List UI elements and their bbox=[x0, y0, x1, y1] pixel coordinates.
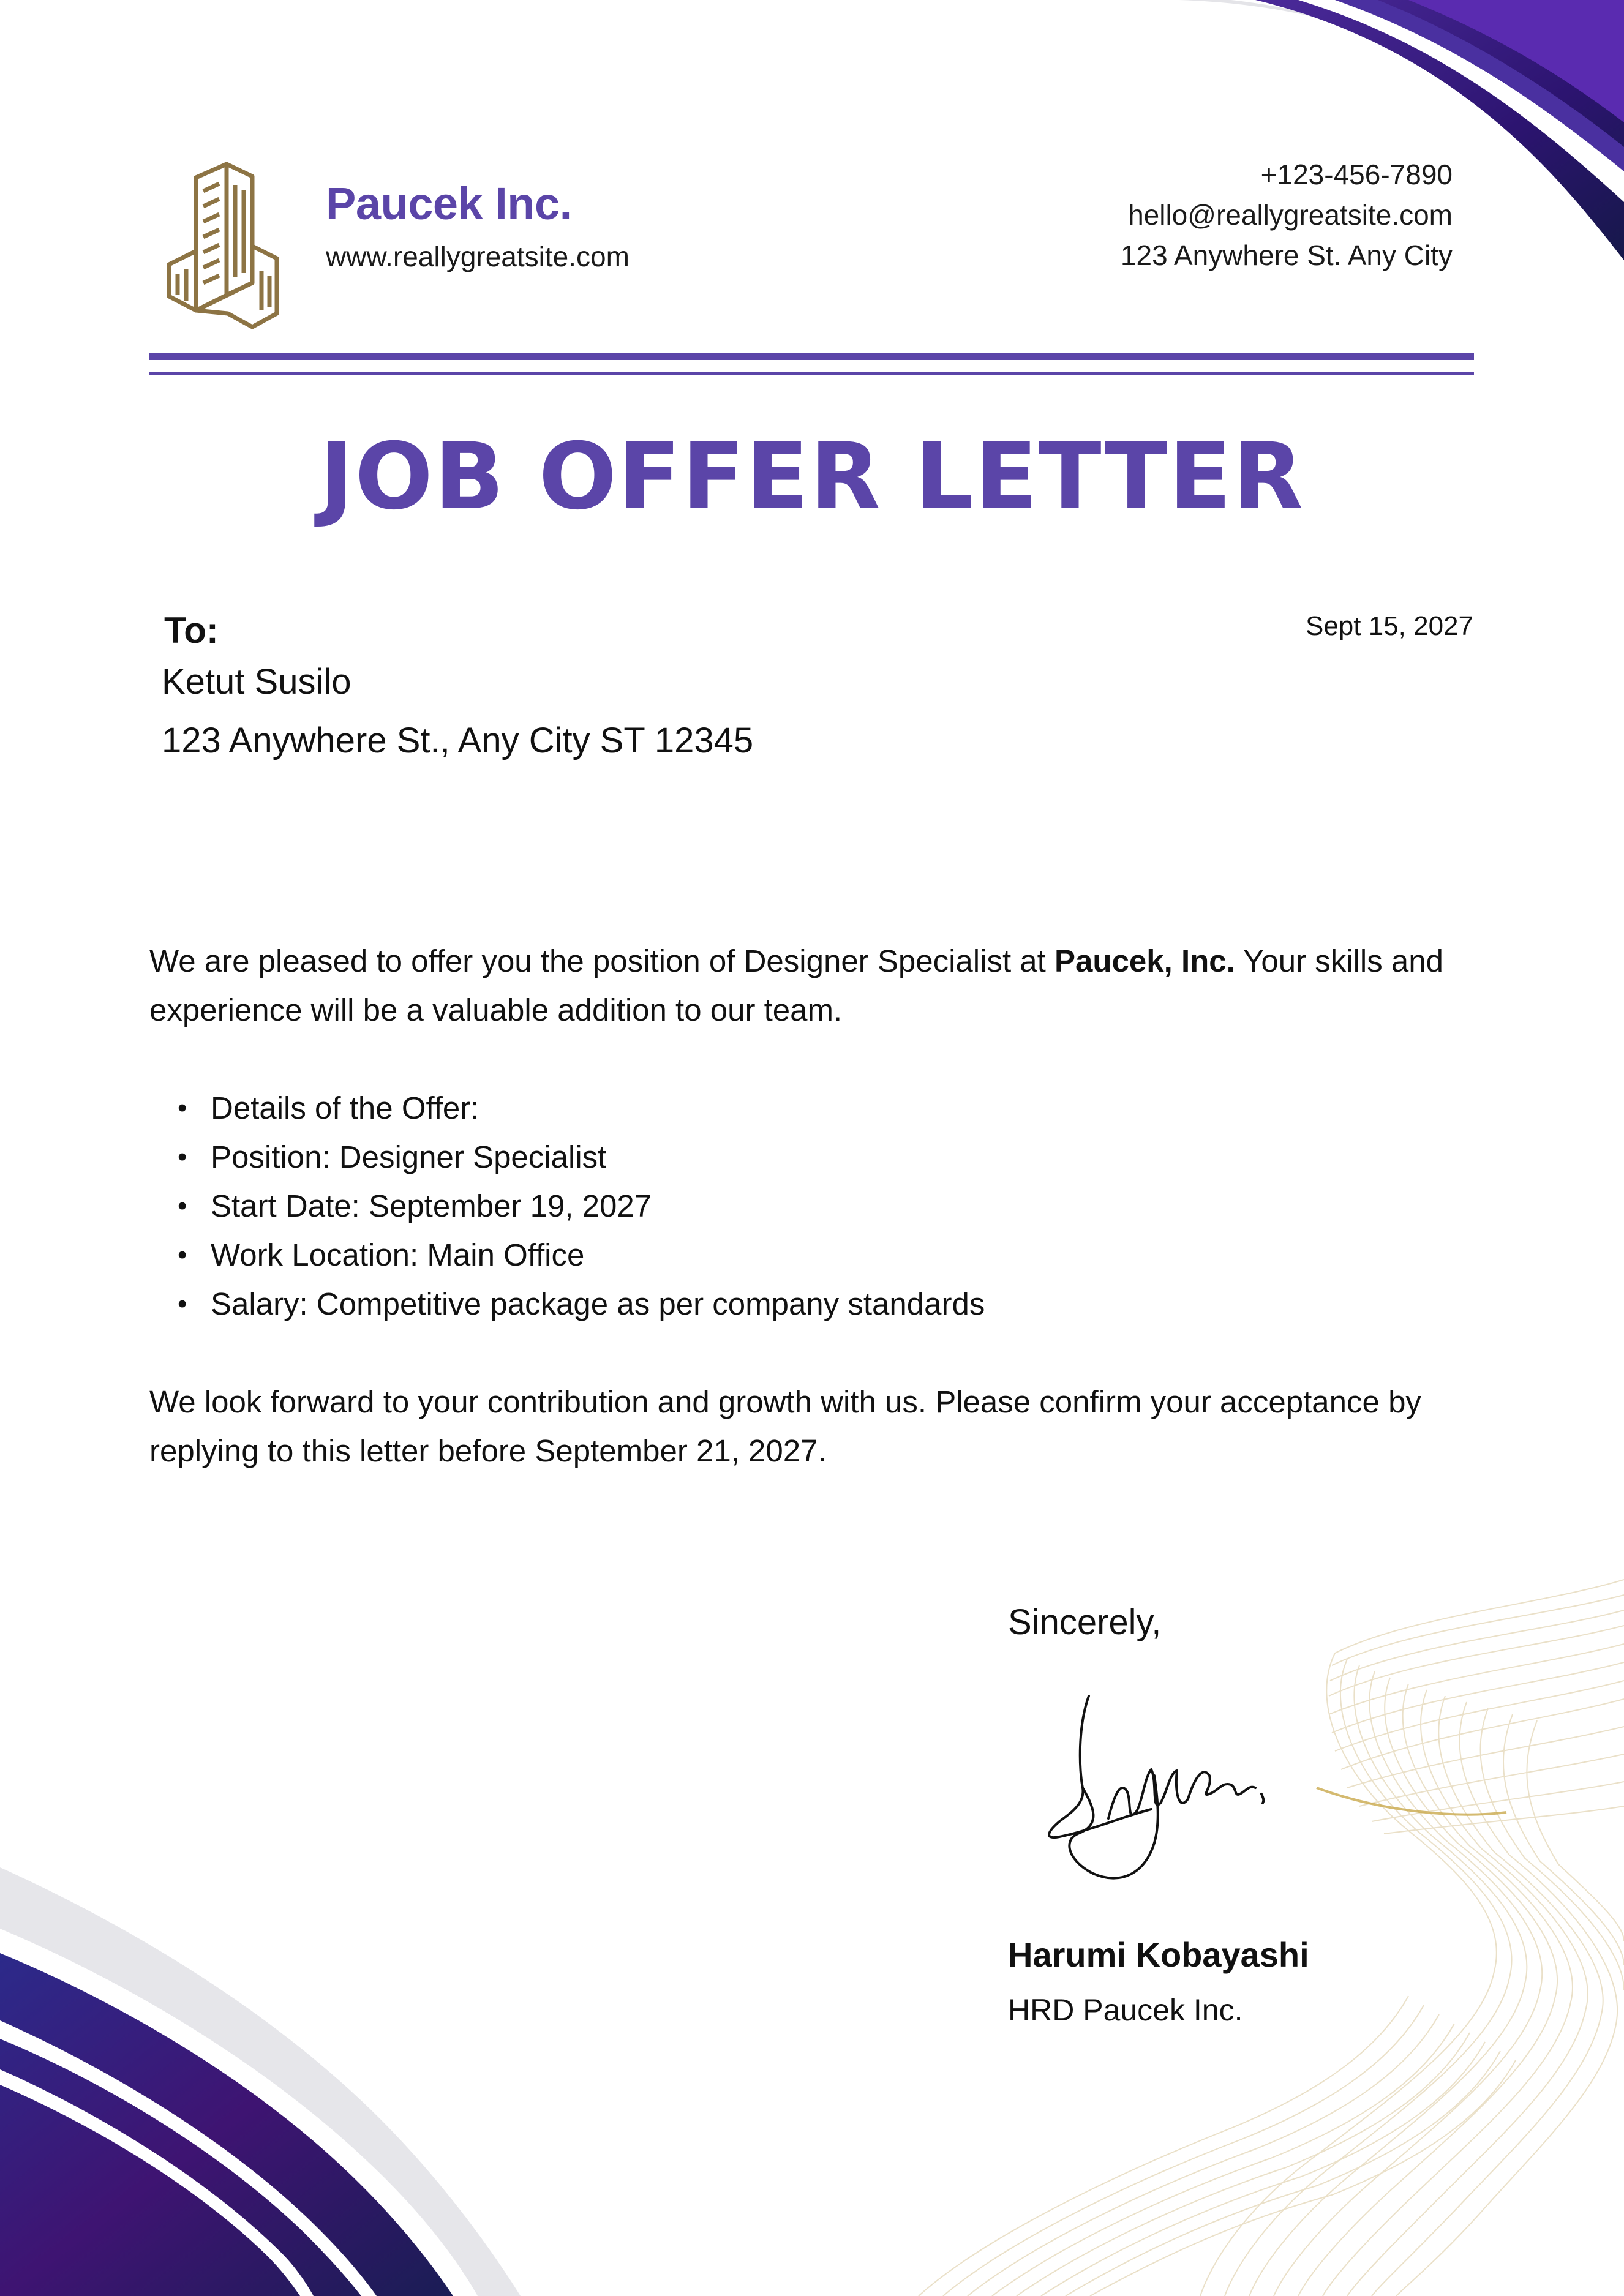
intro-text-before: We are pleased to offer you the position of Designer Specialist at bbox=[149, 944, 1054, 978]
company-website: www.reallygreatsite.com bbox=[326, 241, 630, 272]
company-name: Paucek Inc. bbox=[326, 178, 572, 229]
contact-address: 123 Anywhere St. Any City bbox=[1120, 239, 1453, 271]
list-item: • Start Date: September 19, 2027 bbox=[178, 1182, 1402, 1231]
intro-text-after: Your skills and experience will be a valuable addition to our team. bbox=[149, 944, 1444, 1027]
header-rule-thick bbox=[149, 353, 1474, 360]
handwritten-signature bbox=[1035, 1690, 1292, 1898]
letter-title: JOB OFFER LETTER bbox=[319, 424, 1305, 530]
header-rule-thin bbox=[149, 372, 1474, 375]
offer-details-list bbox=[178, 1084, 1402, 1329]
contact-email: hello@reallygreatsite.com bbox=[1128, 199, 1453, 231]
intro-paragraph bbox=[149, 937, 1484, 1035]
bottom-left-wave bbox=[0, 1867, 521, 2296]
list-item: • Work Location: Main Office bbox=[178, 1231, 1402, 1280]
signer-role: HRD Paucek Inc. bbox=[1008, 1993, 1243, 2027]
recipient-label: To: bbox=[164, 610, 219, 651]
intro-company-name: Paucek, Inc. bbox=[1054, 944, 1235, 978]
signer-name: Harumi Kobayashi bbox=[1008, 1935, 1309, 1974]
list-item: • Salary: Competitive package as per company standards bbox=[178, 1280, 1402, 1329]
list-item: • Details of the Offer: bbox=[178, 1084, 1402, 1133]
recipient-name: Ketut Susilo bbox=[162, 662, 351, 702]
contact-phone: +123-456-7890 bbox=[1260, 159, 1453, 190]
closing-salutation: Sincerely, bbox=[1008, 1602, 1162, 1642]
company-logo bbox=[160, 160, 301, 329]
building-logo-icon bbox=[160, 160, 301, 329]
closing-paragraph: We look forward to your contribution and growth with us. Please confirm your acceptance by replying to this letter before September 21, 2027. bbox=[149, 1384, 1421, 1468]
recipient-address: 123 Anywhere St., Any City ST 12345 bbox=[162, 721, 754, 760]
letter-date: Sept 15, 2027 bbox=[1305, 611, 1473, 641]
list-item: • Position: Designer Specialist bbox=[178, 1133, 1402, 1182]
